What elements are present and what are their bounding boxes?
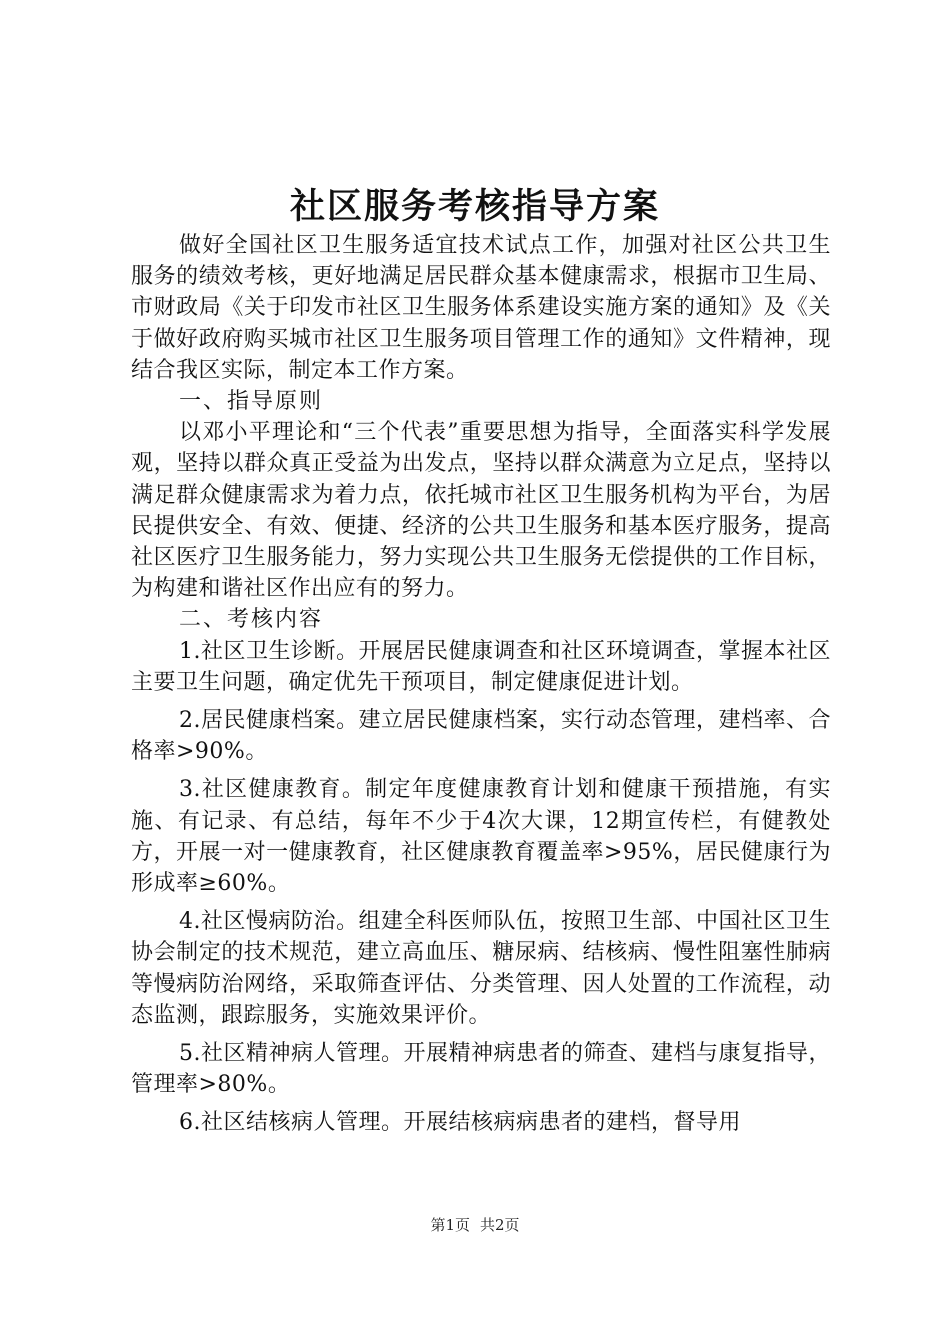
intro-paragraph: 做好全国社区卫生服务适宜技术试点工作，加强对社区公共卫生服务的绩效考核，更好地满足居民群众基本健康需求，根据市卫生局、市财政局《关于印发市社区卫生服务体系建设实施方案的通知》及《关于做好政府购买城市社区卫生服务项目管理工作的通知》文件精神，现结合我区实际，制定本工作方案。 [131,233,831,383]
content-item-6: 6.社区结核病人管理。开展结核病病患者的建档，督导用 [179,1110,741,1136]
page-footer [0,1215,950,1235]
document-title: 社区服务考核指导方案 [289,186,660,227]
document-body [131,230,831,1139]
content-item-3: 3.社区健康教育。制定年度健康教育计划和健康干预措施，有实施、有记录、有总结，每年不少于4次大课，12期宣传栏，有健教处方，开展一对一健康教育，社区健康教育覆盖率>95%，居民健康行为形成率≥60%。 [131,777,831,897]
page-number: 第1页 [430,1216,470,1234]
principles-paragraph: 以邓小平理论和“三个代表”重要思想为指导，全面落实科学发展观，坚持以群众真正受益为出发点，坚持以群众满意为立足点，坚持以满足群众健康需求为着力点，依托城市社区卫生服务机构为平台，为居民提供安全、有效、便捷、经济的公共卫生服务和基本医疗服务，提高社区医疗卫生服务能力，努力实现公共卫生服务无偿提供的工作目标，为构建和谐社区作出应有的努力。 [131,420,831,602]
section-heading-content: 二、考核内容 [179,607,324,633]
content-item-4: 4.社区慢病防治。组建全科医师队伍，按照卫生部、中国社区卫生协会制定的技术规范，建立高血压、糖尿病、结核病、慢性阻塞性肺病等慢病防治网络，采取筛查评估、分类管理、因人处置的工作流程，动态监测，跟踪服务，实施效果评价。 [131,909,831,1028]
content-item-5: 5.社区精神病人管理。开展精神病患者的筛查、建档与康复指导，管理率>80%。 [131,1041,831,1098]
page-total: 共2页 [480,1216,520,1234]
content-item-1: 1.社区卫生诊断。开展居民健康调查和社区环境调查，掌握本社区主要卫生问题，确定优先干预项目，制定健康促进计划。 [131,638,831,695]
section-heading-principles: 一、指导原则 [179,389,324,415]
content-item-2: 2.居民健康档案。建立居民健康档案，实行动态管理，建档率、合格率>90%。 [131,708,831,765]
